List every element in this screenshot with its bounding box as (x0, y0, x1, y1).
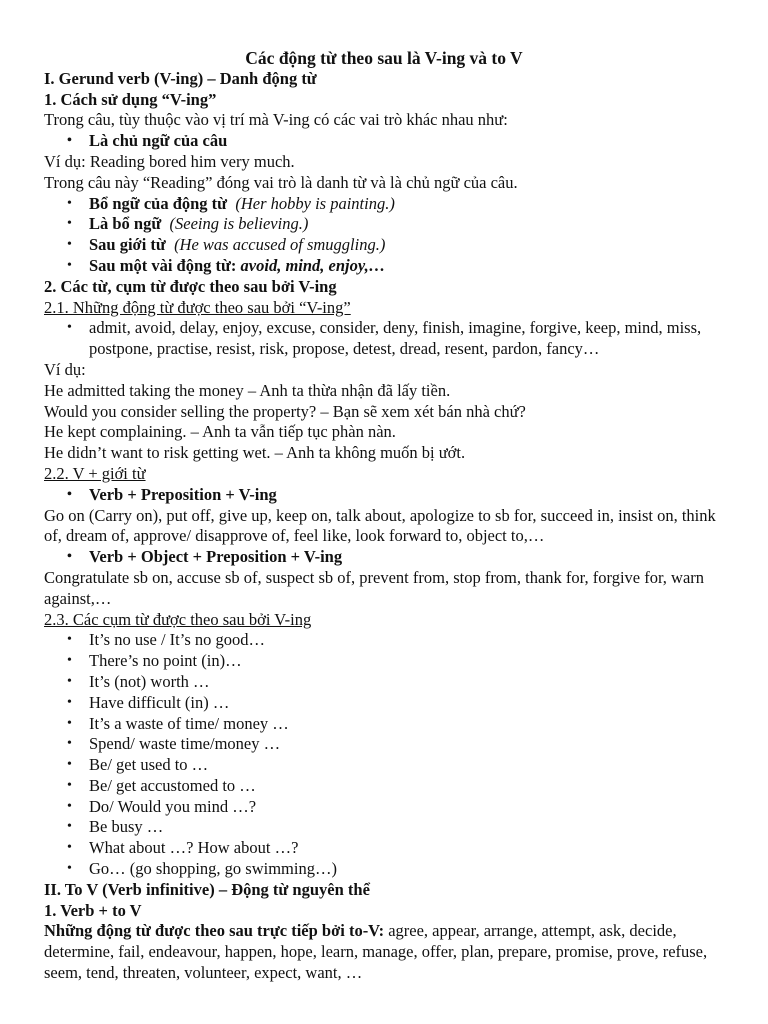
example-sentence: Would you consider selling the property? – Bạn sẽ xem xét bán nhà chứ? (44, 401, 526, 421)
list-item (89, 256, 724, 277)
list-item (89, 235, 724, 256)
role-label: Sau giới từ (89, 235, 166, 255)
role-example: (He was accused of smuggling.) (174, 235, 386, 255)
list-item: • Do/ Would you mind …? (89, 797, 724, 818)
roles-bullet-list (44, 194, 724, 277)
section-2-heading: II. To V (Verb infinitive) – Động từ nguyên thể (44, 879, 370, 899)
page-title: Các động từ theo sau là V-ing và to V (245, 48, 523, 68)
pattern-2-text: Congratulate sb on, accuse sb of, suspect sb of, prevent from, stop from, thank for, forgive for, warn against,… (44, 567, 705, 608)
list-item: • Go… (go shopping, go swimming…) (89, 859, 724, 880)
list-item: • Verb + Object + Preposition + V-ing (89, 547, 724, 568)
role-label: Bổ ngữ của động từ (89, 193, 228, 213)
list-item: • Be busy … (89, 817, 724, 838)
example-note: Trong câu này “Reading” đóng vai trò là danh từ và là chủ ngữ của câu. (44, 172, 518, 192)
section-1-heading: I. Gerund verb (V-ing) – Danh động từ (44, 68, 317, 88)
list-item: • admit, avoid, delay, enjoy, excuse, consider, deny, finish, imagine, forgive, keep, mind, miss, postpone, practise, resist, risk, propose, detest, dread, resent, pardon, fancy… (89, 318, 724, 360)
to-v-lead: Những động từ được theo sau trực tiếp bởi to-V: (44, 921, 385, 941)
role-example: (Her hobby is painting.) (235, 193, 395, 213)
role-label: Sau một vài động từ: (89, 255, 237, 275)
section-2-sub1-heading: 1. Verb + to V (44, 900, 142, 920)
example-label: Ví dụ: (44, 359, 86, 379)
list-item: • It’s a waste of time/ money … (89, 714, 724, 735)
list-item (89, 214, 724, 235)
phrases-bullet-list (44, 630, 724, 880)
list-item: • It’s (not) worth … (89, 672, 724, 693)
list-item: • It’s no use / It’s no good… (89, 630, 724, 651)
to-v-paragraph (44, 921, 724, 983)
list-item: • What about …? How about …? (89, 838, 724, 859)
verbs-bullet-list (44, 318, 724, 360)
pattern-1-list (44, 485, 724, 506)
role-example: (Seeing is believing.) (169, 214, 309, 234)
subsection-2-1-heading: 2.1. Những động từ được theo sau bởi “V-ing” (44, 297, 351, 317)
list-item: • Have difficult (in) … (89, 693, 724, 714)
subsection-2-3-heading: 2.3. Các cụm từ được theo sau bởi V-ing (44, 609, 312, 629)
example-sentence: He kept complaining. – Anh ta vẫn tiếp tục phàn nàn. (44, 422, 396, 442)
list-item: • Be/ get used to … (89, 755, 724, 776)
subsection-2-heading: 2. Các từ, cụm từ được theo sau bởi V-ing (44, 276, 337, 296)
subsection-2-2-heading: 2.2. V + giới từ (44, 463, 146, 483)
intro-paragraph: Trong câu, tùy thuộc vào vị trí mà V-ing có các vai trò khác nhau như: (44, 110, 508, 130)
pattern-2-list (44, 547, 724, 568)
example-sentence: He didn’t want to risk getting wet. – Anh ta không muốn bị ướt. (44, 443, 466, 463)
example-line: Ví dụ: Reading bored him very much. (44, 151, 295, 171)
subject-bullet-list (44, 131, 724, 152)
list-item: • Là chủ ngữ của câu (89, 131, 724, 152)
role-label: Là bổ ngữ (89, 214, 162, 234)
list-item: • Spend/ waste time/money … (89, 734, 724, 755)
example-sentence: He admitted taking the money – Anh ta thừa nhận đã lấy tiền. (44, 380, 451, 400)
list-item: • Verb + Preposition + V-ing (89, 485, 724, 506)
list-item: • Be/ get accustomed to … (89, 776, 724, 797)
to-v-list: agree, appear, arrange, attempt, ask, decide, determine, fail, endeavour, happen, hope, learn, manage, offer, plan, prepare, promise, prove, refuse, seem, tend, threaten, volunteer, expect, want, … (44, 921, 708, 983)
subsection-1-heading: 1. Cách sử dụng “V-ing” (44, 89, 217, 109)
list-item (89, 194, 724, 215)
role-example: avoid, mind, enjoy,… (240, 255, 386, 275)
pattern-1-text: Go on (Carry on), put off, give up, keep on, talk about, apologize to sb for, succeed in, insist on, think of, dream of, approve/ disapprove of, feel like, look forward to, object to,… (44, 505, 716, 546)
list-item: • There’s no point (in)… (89, 651, 724, 672)
